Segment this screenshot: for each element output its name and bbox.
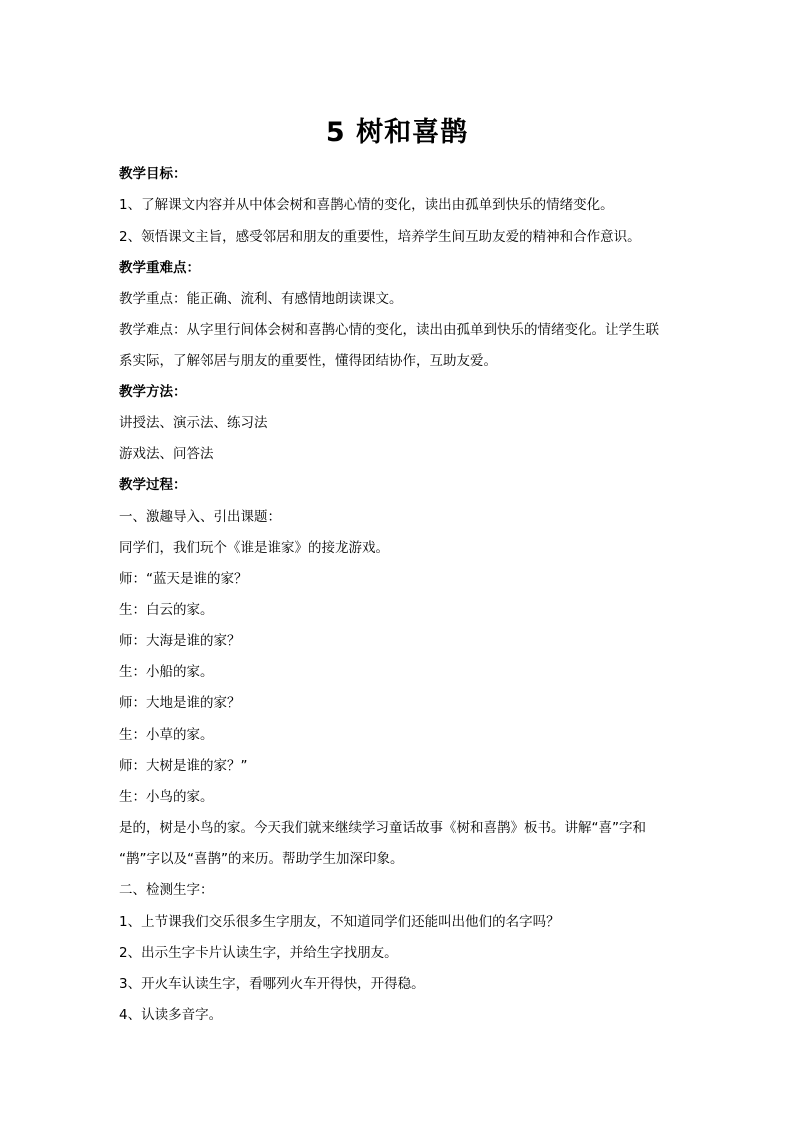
- check-item-3: 3、开火车认读生字，看哪列火车开得快，开得稳。: [119, 976, 425, 992]
- difficulty-text-line-2: 系实际，了解邻居与朋友的重要性，懂得团结协作，互助友爱。: [119, 353, 497, 369]
- check-item-4: 4、认读多音字。: [119, 1007, 223, 1023]
- section-2-heading: 二、检测生字：: [119, 882, 214, 898]
- dialogue-line-2: 生：白云的家。: [119, 602, 214, 618]
- heading-methods: 教学方法：: [119, 384, 187, 400]
- summary-line-2: “鹊”字以及“喜鹊”的来历。帮助学生加深印象。: [119, 851, 404, 867]
- intro-line: 同学们，我们玩个《谁是谁家》的接龙游戏。: [119, 540, 389, 556]
- methods-line-2: 游戏法、问答法: [119, 446, 214, 462]
- goal-item-2: 2、领悟课文主旨，感受邻居和朋友的重要性，培养学生间互助友爱的精神和合作意识。: [119, 229, 641, 245]
- key-point-text: 教学重点：能正确、流利、有感情地朗读课文。: [119, 291, 403, 307]
- section-1-heading: 一、激趣导入、引出课题：: [119, 509, 281, 525]
- check-item-1: 1、上节课我们交乐很多生字朋友，不知道同学们还能叫出他们的名字吗？: [119, 914, 560, 930]
- dialogue-line-4: 生：小船的家。: [119, 664, 214, 680]
- summary-line-1: 是的，树是小鸟的家。今天我们就来继续学习童话故事《树和喜鹊》板书。讲解“喜”字和: [119, 820, 646, 836]
- goal-item-1: 1、了解课文内容并从中体会树和喜鹊心情的变化，读出由孤单到快乐的情绪变化。: [119, 197, 614, 213]
- check-item-2: 2、出示生字卡片认读生字，并给生字找朋友。: [119, 945, 398, 961]
- heading-key-points: 教学重难点：: [119, 260, 200, 276]
- document-title: 5 树和喜鹊: [325, 117, 469, 148]
- difficulty-text-line-1: 教学难点：从字里行间体会树和喜鹊心情的变化，读出由孤单到快乐的情绪变化。让学生联: [119, 322, 659, 338]
- dialogue-line-3: 师：大海是谁的家？: [119, 633, 241, 649]
- dialogue-line-8: 生：小鸟的家。: [119, 789, 214, 805]
- dialogue-line-6: 生：小草的家。: [119, 727, 214, 743]
- methods-line-1: 讲授法、演示法、练习法: [119, 415, 268, 431]
- dialogue-line-1: 师：“蓝天是谁的家？: [119, 571, 248, 587]
- heading-teaching-goals: 教学目标：: [119, 166, 187, 182]
- dialogue-line-5: 师：大地是谁的家？: [119, 695, 241, 711]
- heading-process: 教学过程：: [119, 477, 187, 493]
- dialogue-line-7: 师：大树是谁的家？”: [119, 758, 248, 774]
